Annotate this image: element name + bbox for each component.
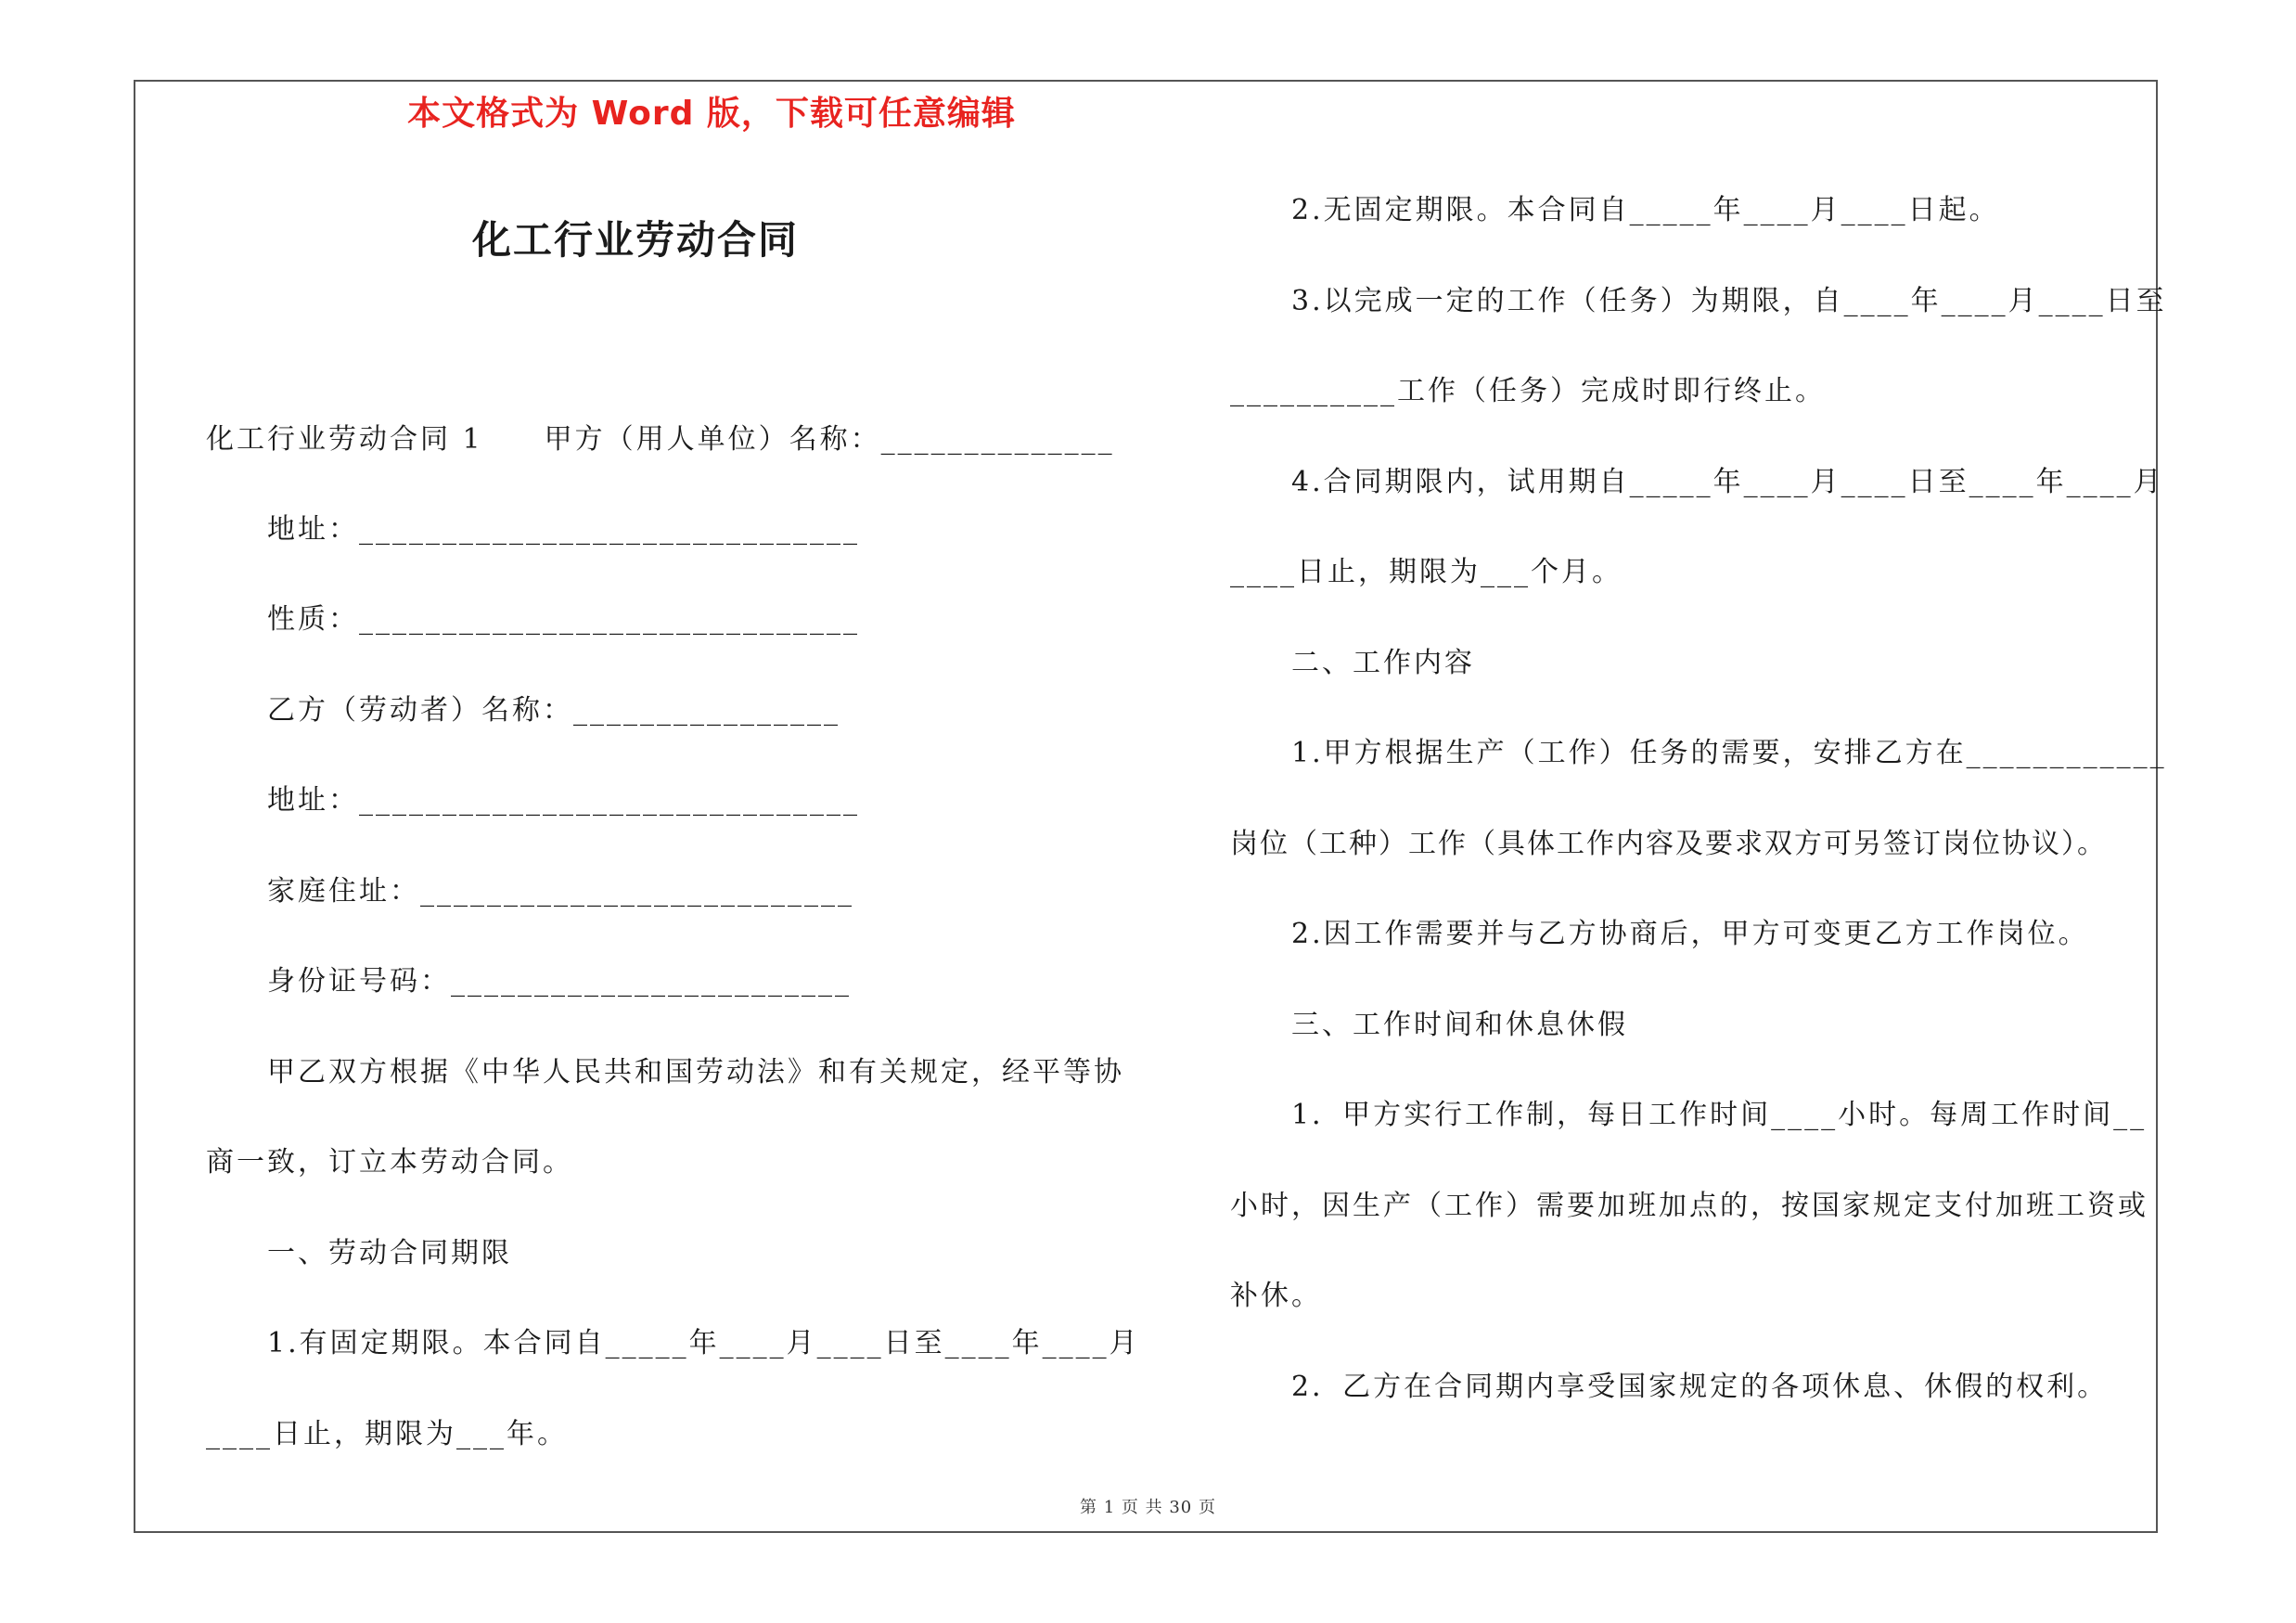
format-banner: 本文格式为 Word 版，下载可任意编辑: [407, 95, 1016, 133]
section-heading-term: 一、劳动合同期限: [267, 1237, 512, 1269]
section-heading-work-content: 二、工作内容: [1291, 647, 1475, 679]
work-hours-line-3: 补休。: [1230, 1280, 1322, 1312]
work-hours-line-1: 1．甲方实行工作制，每日工作时间____小时。每周工作时间__: [1291, 1099, 2148, 1131]
preamble-line-2: 商一致，订立本劳动合同。: [206, 1146, 573, 1179]
probation-line-2: ____日止，期限为___个月。: [1230, 556, 1623, 588]
open-term: 2.无固定期限。本合同自_____年____月____日起。: [1291, 194, 2000, 226]
party-b-address: 地址：______________________________: [267, 784, 860, 817]
id-number: 身份证号码：________________________: [267, 965, 852, 998]
intro-party-a-name: 化工行业劳动合同 1 甲方（用人单位）名称：______________: [206, 423, 1115, 456]
party-a-nature: 性质：______________________________: [267, 603, 860, 636]
probation-line-1: 4.合同期限内，试用期自_____年____月____日至____年____月: [1291, 466, 2164, 498]
task-term-line-2: __________工作（任务）完成时即行终止。: [1230, 375, 1826, 407]
fixed-term-line-1: 1.有固定期限。本合同自_____年____月____日至____年____月: [267, 1327, 1140, 1359]
home-address: 家庭住址：__________________________: [267, 875, 854, 908]
fixed-term-line-2: ____日止，期限为___年。: [206, 1418, 568, 1450]
work-hours-line-2: 小时，因生产（工作）需要加班加点的，按国家规定支付加班工资或: [1230, 1190, 2148, 1222]
job-assignment-line-1: 1.甲方根据生产（工作）任务的需要，安排乙方在____________: [1291, 737, 2167, 769]
document-title: 化工行业劳动合同: [471, 217, 799, 263]
party-b-name: 乙方（劳动者）名称：________________: [267, 694, 840, 727]
job-change: 2.因工作需要并与乙方协商后，甲方可变更乙方工作岗位。: [1291, 918, 2089, 950]
job-assignment-line-2: 岗位（工种）工作（具体工作内容及要求双方可另签订岗位协议）。: [1230, 828, 2107, 860]
section-heading-hours: 三、工作时间和休息休假: [1291, 1009, 1628, 1041]
page-number: 第 1 页 共 30 页: [1080, 1498, 1216, 1517]
preamble-line-1: 甲乙双方根据《中华人民共和国劳动法》和有关规定，经平等协: [267, 1056, 1124, 1088]
task-term-line-1: 3.以完成一定的工作（任务）为期限，自____年____月____日至: [1291, 285, 2167, 317]
party-a-address: 地址：______________________________: [267, 513, 860, 546]
rest-rights: 2．乙方在合同期内享受国家规定的各项休息、休假的权利。: [1291, 1371, 2109, 1403]
